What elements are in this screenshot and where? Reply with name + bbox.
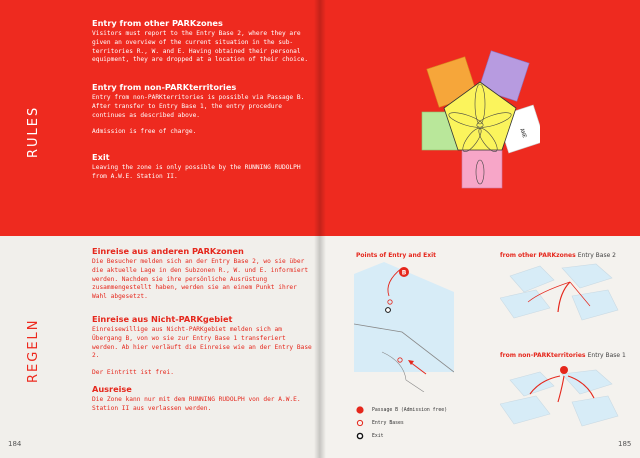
entry-base-icon [356,419,364,427]
rule-entry-other [92,18,312,65]
from-other-label: from other PARKzones [500,252,576,259]
regel-title: Ausreise [92,384,132,394]
exit-icon [356,432,364,440]
rule-body: Entry from non-PARKterritories is possible via Passage B. After transfer to Entry Base 1, the entry procedure continues as described above. [92,94,305,119]
page-number-right: 185 [618,440,632,448]
from-other-sub: Entry Base 2 [577,252,617,259]
from-non-label: from non-PARKterritories [500,352,586,359]
route-arrow-2 [558,376,564,402]
rule-title: Entry from other PARKzones [92,18,223,28]
legend-exit [356,431,447,441]
rule-title: Exit [92,152,110,162]
from-other-map [500,262,620,336]
regeln-heading: REGELN [26,318,41,383]
regel-title: Einreise aus Nicht-PARKgebiet [92,314,233,324]
legend-entry-bases [356,418,447,428]
legend-label: Entry Bases [372,420,404,426]
from-other-title [500,252,616,259]
rule-body: Visitors must report to the Entry Base 2, where they are given an overview of the current situation in the sub-territories R., W. and E. Having obtained their personal equipment, they are dropped at a location of their choice. [92,30,309,64]
points-title: Points of Entry and Exit [356,252,436,259]
regel-einreise-andere [92,246,312,302]
route-arrow [558,282,570,312]
regel-body-note: Der Eintritt ist frei. [92,369,174,377]
rules-heading: RULES [26,105,41,158]
water-area [354,262,454,372]
rule-entry-non [92,82,312,137]
rule-body-note: Admission is free of charge. [92,128,197,136]
book-gutter [314,0,326,458]
marker-b-label: B [401,269,407,277]
points-map [354,262,454,396]
regel-body: Die Besucher melden sich an der Entry Base 2, wo sie über die aktuelle Lage in den Subzonen R., W. und E. informiert werden. Nachdem sie ihre persönliche Ausrüstung zusammengestellt haben, werden sie an einem Punkt ihrer Wahl abgesetzt. [92,258,309,301]
regel-title: Einreise aus anderen PARKzonen [92,246,244,256]
regel-body: Die Zone kann nur mit dem RUNNING RUDOLPH von der A.W.E. Station II aus verlassen werden. [92,396,301,412]
from-non-map [500,362,620,438]
map-legend [356,405,447,444]
rule-body: Leaving the zone is only possible by the RUNNING RUDOLPH from A.W.E. Station II. [92,164,301,180]
from-non-sub: Entry Base 1 [587,352,626,359]
exit-dot [386,308,391,313]
from-non-title [500,352,626,359]
regel-einreise-nicht [92,314,312,378]
page-number-left: 184 [8,440,22,448]
regel-ausreise [92,384,312,414]
legend-passage-b [356,405,447,415]
pentagon-label: AWE [518,127,528,140]
marker-b-small [560,366,568,374]
legend-label: Passage B (Admission free) [372,407,448,413]
rule-title: Entry from non-PARKterritories [92,82,237,92]
pentagon-diagram [420,44,540,194]
legend-label: Exit [372,433,384,439]
regel-body: Einreisewillige aus Nicht-PARKgebiet melden sich am Übergang B, von wo sie zur Entry Base 1 transferiert werden. Ab hier verläuft die Einreise wie an der Entry Base 2. [92,326,312,360]
right-page [320,0,640,458]
passage-b-icon [356,406,364,414]
rule-exit [92,152,312,182]
